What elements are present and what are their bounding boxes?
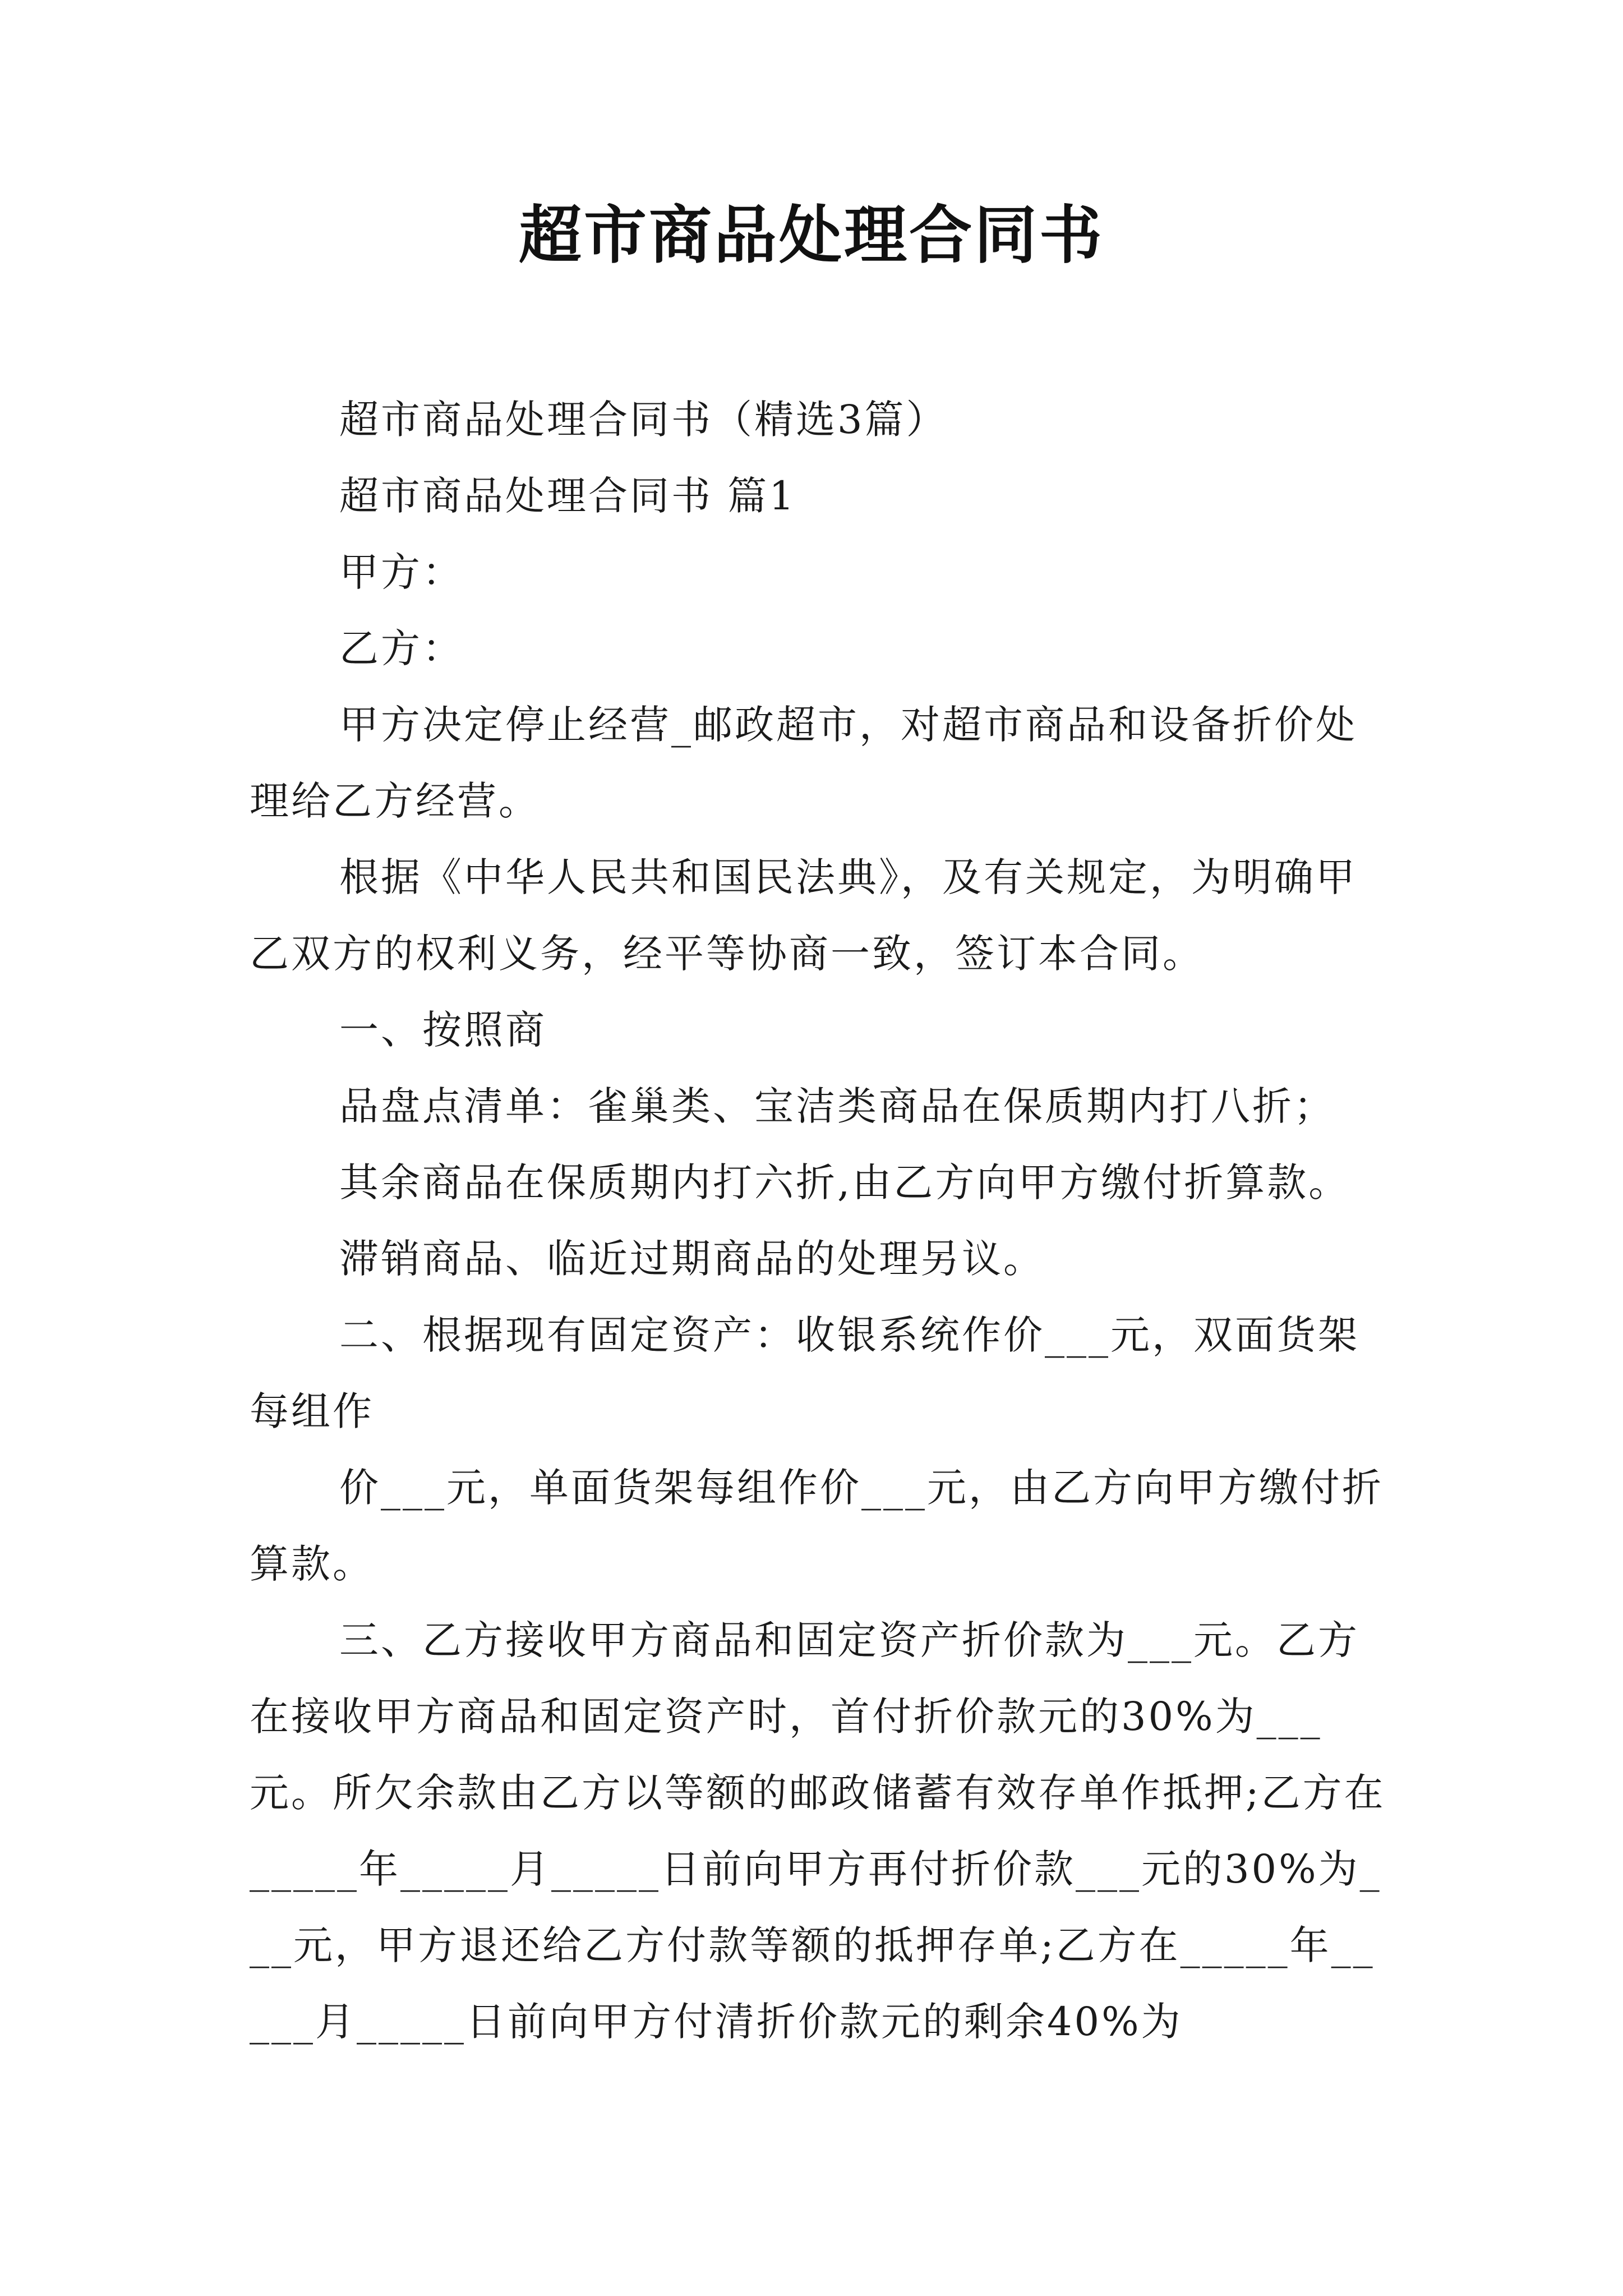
paragraph-party-a: 甲方： xyxy=(339,549,464,595)
paragraph-clause-1-start: 一、按照商 xyxy=(339,1007,547,1053)
paragraph-subtitle: 超市商品处理合同书（精选3篇） xyxy=(339,397,948,443)
paragraph-clause-1-other: 其余商品在保质期内打六折,由乙方向甲方缴付折算款。 xyxy=(339,1159,1350,1205)
paragraph-section-heading: 超市商品处理合同书 篇1 xyxy=(339,473,796,519)
paragraph-clause-3: 三、乙方接收甲方商品和固定资产折价款为___元。乙方在接收甲方商品和固定资产时，首付折价款元的30%为___元。所欠余款由乙方以等额的邮政储蓄有效存单作抵押;乙方在 _____年_____月_____日前向甲方再付折价款___元的30%为___元，甲方退还给乙方付款等额的抵押存单;乙方在_____年_____月_____日前向甲方付清折价款元的剩余40%为 xyxy=(250,1617,1386,2045)
paragraph-clause-2-cont: 价___元，单面货架每组作价___元，由乙方向甲方缴付折算款。 xyxy=(250,1465,1384,1587)
paragraph-party-b: 乙方： xyxy=(339,625,464,671)
paragraph-clause-2: 二、根据现有固定资产：收银系统作价___元，双面货架每组作 xyxy=(250,1312,1359,1434)
document-title: 超市商品处理合同书 xyxy=(519,199,1104,272)
paragraph-intro: 甲方决定停止经营_邮政超市，对超市商品和设备折价处理给乙方经营。 xyxy=(250,702,1357,824)
paragraph-clause-1-list: 品盘点清单：雀巢类、宝洁类商品在保质期内打八折； xyxy=(339,1083,1335,1129)
paragraph-legal-basis: 根据《中华人民共和国民法典》，及有关规定，为明确甲乙双方的权利义务，经平等协商一致，签订本合同。 xyxy=(250,854,1357,977)
paragraph-clause-1-note: 滞销商品、临近过期商品的处理另议。 xyxy=(339,1236,1045,1282)
document-body xyxy=(250,381,1388,2060)
